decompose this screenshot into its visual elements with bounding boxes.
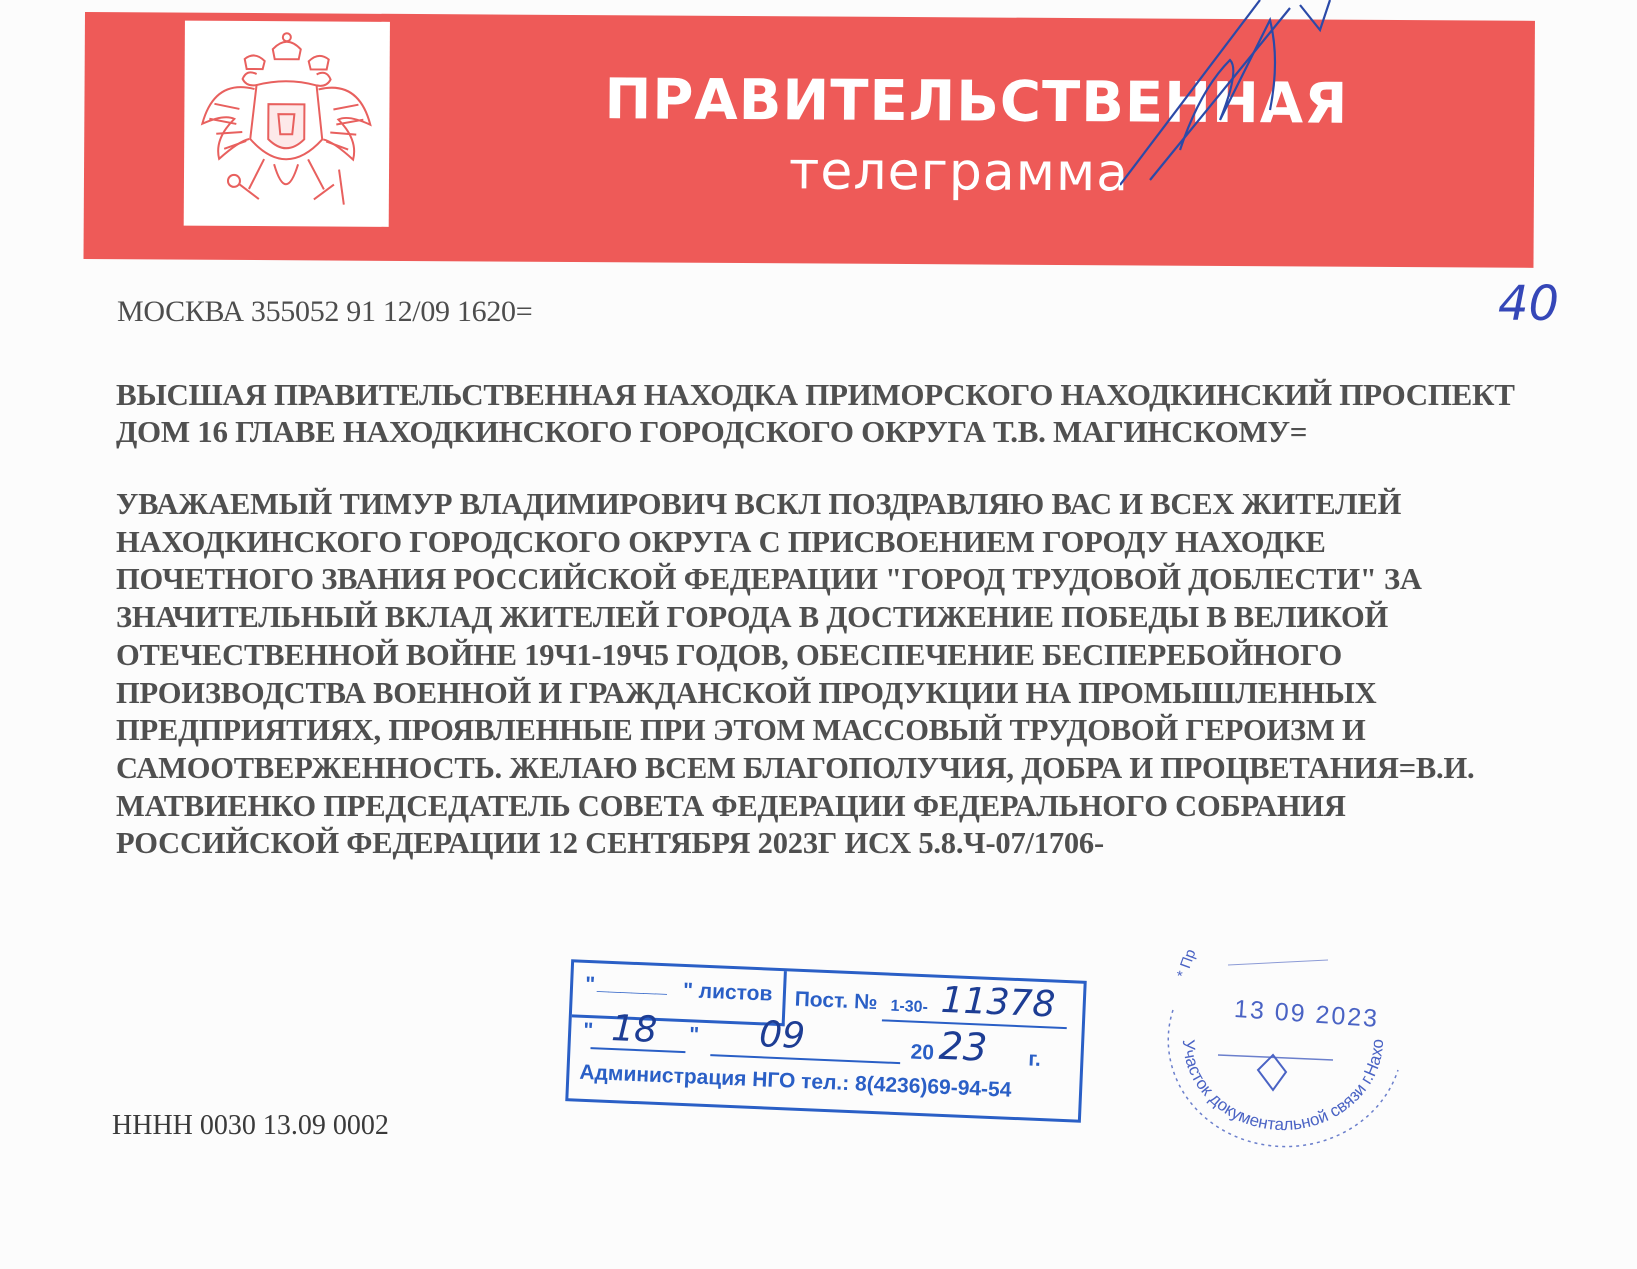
body-line: УВАЖАЕМЫЙ ТИМУР ВЛАДИМИРОВИЧ ВСКЛ ПОЗДРАВЛЯЮ ВАС И ВСЕХ ЖИТЕЛЕЙ <box>116 487 1402 521</box>
body-line: ПРЕДПРИЯТИЯХ, ПРОЯВЛЕННЫЕ ПРИ ЭТОМ МАССОВЫЙ ТРУДОВОЙ ГЕРОИЗМ И <box>116 713 1366 748</box>
stamp-post-label: Пост. № <box>794 987 878 1015</box>
body-line: РОССИЙСКОЙ ФЕДЕРАЦИИ 12 СЕНТЯБРЯ 2023Г ИСХ 5.8.Ч-07/1706- <box>116 826 1104 861</box>
round-stamp-ring <box>1158 950 1408 1150</box>
banner-title: ПРАВИТЕЛЬСТВЕННАЯ <box>604 67 1349 137</box>
origin-line: МОСКВА 355052 91 12/09 1620= <box>117 295 533 328</box>
stamp-post-number: 11378 <box>939 979 1057 1026</box>
month-underline <box>710 1054 900 1064</box>
svg-text:Участок документальной связи г <box>1158 950 1387 1134</box>
stamp-date: 13 09 2023 <box>1233 994 1380 1034</box>
registration-stamp <box>565 959 1086 1122</box>
emblem-box <box>184 21 390 227</box>
address-line-1: ВЫСШАЯ ПРАВИТЕЛЬСТВЕННАЯ НАХОДКА ПРИМОРСКОГО НАХОДКИНСКИЙ ПРОСПЕКТ <box>116 377 1515 412</box>
body-line: САМООТВЕРЖЕННОСТЬ. ЖЕЛАЮ ВСЕМ БЛАГОПОЛУЧИЯ, ДОБРА И ПРОЦВЕТАНИЯ=В.И. <box>116 750 1475 785</box>
address-line-2: ДОМ 16 ГЛАВЕ НАХОДКИНСКОГО ГОРОДСКОГО ОКРУГА Т.В. МАГИНСКОМУ= <box>116 414 1308 449</box>
body-line: ЗНАЧИТЕЛЬНЫЙ ВКЛАД ЖИТЕЛЕЙ ГОРОДА В ДОСТИЖЕНИЕ ПОБЕДЫ В ВЕЛИКОЙ <box>116 600 1389 635</box>
stamp-year-prefix: 20 <box>910 1040 935 1065</box>
stamp-day: 18 <box>610 1008 658 1051</box>
banner-subtitle: телеграмма <box>788 141 1130 204</box>
coat-of-arms-icon <box>194 29 380 220</box>
stamp-quote-open: " <box>584 972 596 997</box>
service-footer-line: НННН 0030 13.09 0002 <box>112 1110 389 1141</box>
stamp-listov-blank: ______ <box>596 971 668 998</box>
stamp-ring-prefix: * Пр <box>1173 946 1200 981</box>
stamp-post-prefix: 1-30- <box>890 997 929 1017</box>
stamp-date-quote-2: " <box>688 1023 700 1047</box>
handwritten-page-number: 40 <box>1498 276 1560 332</box>
stamp-date-quote: " <box>582 1018 594 1043</box>
body-line: ОТЕЧЕСТВЕННОЙ ВОЙНЕ 19Ч1-19Ч5 ГОДОВ, ОБЕСПЕЧЕНИЕ БЕСПЕРЕБОЙНОГО <box>116 637 1343 672</box>
signature-strokes <box>1120 0 1360 190</box>
stamp-month: 09 <box>758 1014 806 1058</box>
body-line: ПРОИЗВОДСТВА ВОЕННОЙ И ГРАЖДАНСКОЙ ПРОДУКЦИИ НА ПРОМЫШЛЕННЫХ <box>116 675 1377 710</box>
stamp-admin-line: Администрация НГО тел.: 8(4236)69-94-54 <box>578 1060 1012 1102</box>
stamp-year-suffix: г. <box>1027 1047 1042 1072</box>
stamp-year: 23 <box>937 1023 989 1070</box>
stamp-ring-text: Участок документальной связи г.Нахо <box>1178 1038 1388 1135</box>
body-line: ПОЧЕТНОГО ЗВАНИЯ РОССИЙСКОЙ ФЕДЕРАЦИИ "ГОРОД ТРУДОВОЙ ДОБЛЕСТИ" ЗА <box>116 562 1422 597</box>
telegram-body <box>116 486 1474 863</box>
body-line: НАХОДКИНСКОГО ГОРОДСКОГО ОКРУГА С ПРИСВОЕНИЕМ ГОРОДУ НАХОДКЕ <box>116 524 1326 559</box>
stamp-listov-label: " листов <box>682 978 773 1006</box>
round-postal-stamp <box>1158 946 1408 1150</box>
body-line: МАТВИЕНКО ПРЕДСЕДАТЕЛЬ СОВЕТА ФЕДЕРАЦИИ ФЕДЕРАЛЬНОГО СОБРАНИЯ <box>116 788 1346 823</box>
